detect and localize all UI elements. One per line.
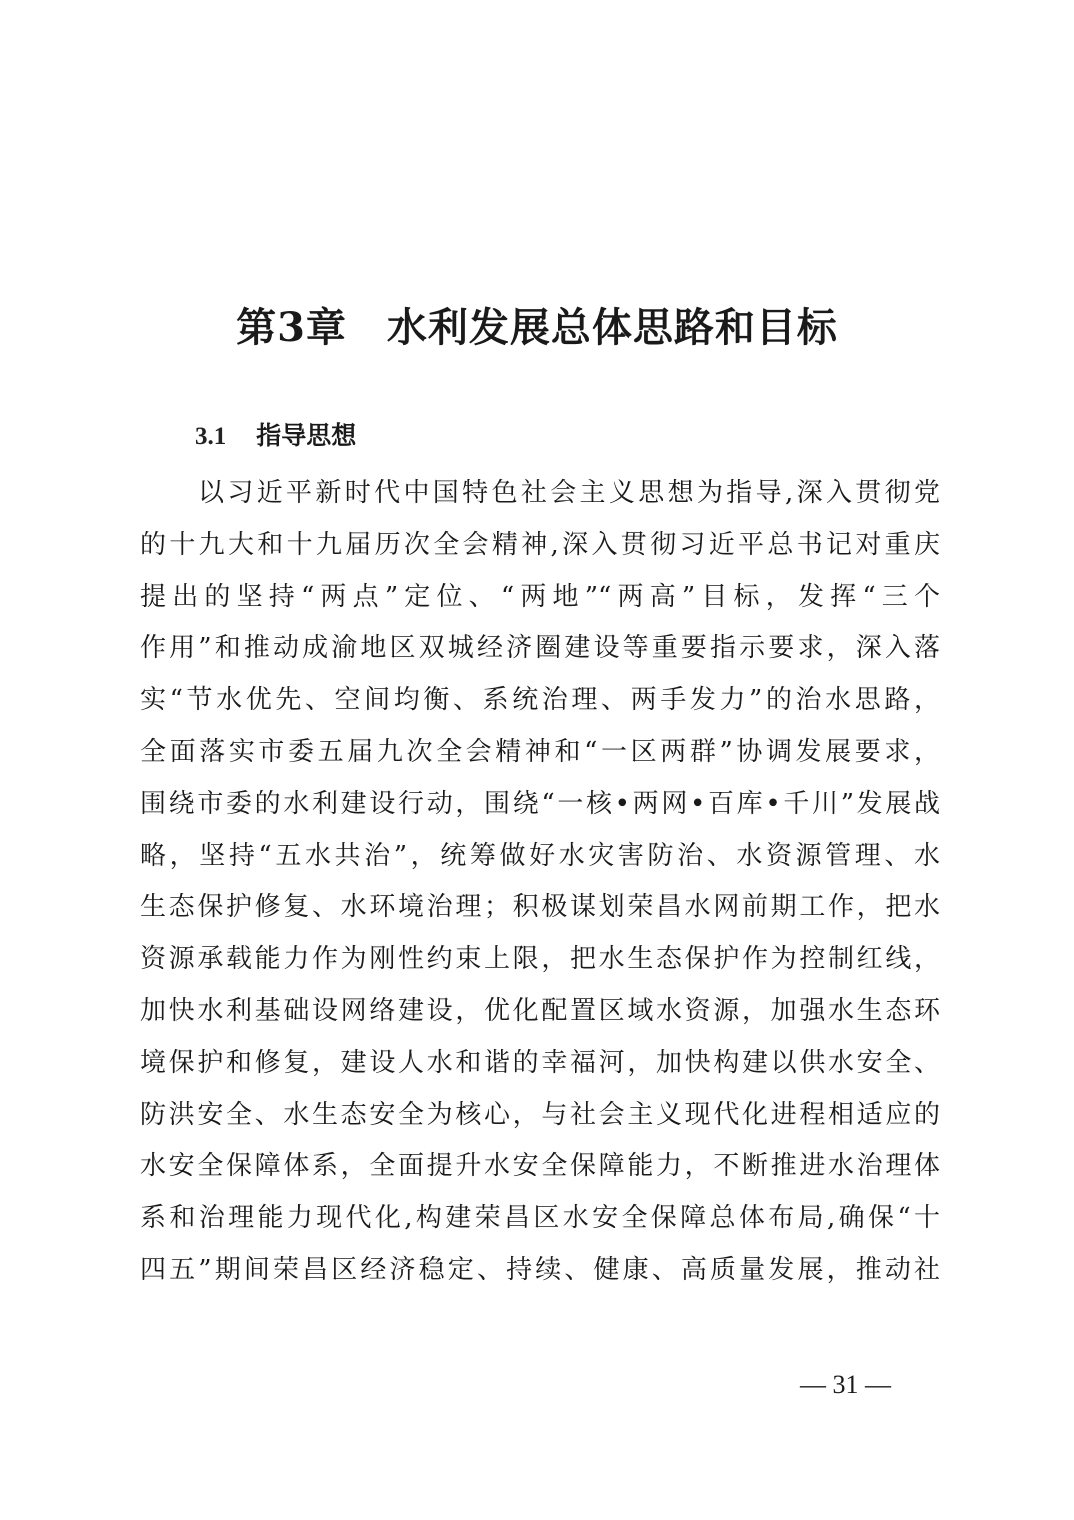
section-number: 3.1 [195, 423, 227, 450]
section-title: 指导思想 [256, 421, 357, 450]
paragraph-line: 以习近平新时代中国特色社会主义思想为指导,深入贯彻党 [198, 478, 940, 508]
section-heading [195, 418, 356, 455]
chapter-title-text: 水利发展总体思路和目标 [386, 304, 838, 351]
paragraph-line: 境保护和修复，建设人水和谐的幸福河，加快构建以供水安全、 [140, 1047, 940, 1078]
paragraph-line: 水安全保障体系，全面提升水安全保障能力，不断推进水治理体 [140, 1151, 940, 1182]
paragraph-line: 系和治理能力现代化,构建荣昌区水安全保障总体布局,确保“十 [140, 1203, 940, 1234]
paragraph-line: 加快水利基础设网络建设，优化配置区域水资源，加强水生态环 [140, 995, 940, 1026]
chapter-label: 第3章 [236, 304, 347, 351]
paragraph-line: 资源承载能力作为刚性约束上限，把水生态保护作为控制红线， [140, 944, 940, 975]
body-paragraph [140, 468, 940, 1297]
paragraph-line: 围绕市委的水利建设行动，围绕“一核•两网•百库•千川”发展战 [140, 788, 940, 819]
paragraph-line: 的十九大和十九届历次全会精神,深入贯彻习近平总书记对重庆 [140, 529, 940, 560]
paragraph-line: 生态保护修复、水环境治理；积极谋划荣昌水网前期工作，把水 [140, 892, 940, 923]
paragraph-line: 略，坚持“五水共治”，统筹做好水灾害防治、水资源管理、水 [140, 840, 940, 871]
paragraph-line: 实“节水优先、空间均衡、系统治理、两手发力”的治水思路， [140, 685, 940, 716]
paragraph-line: 提出的坚持“两点”定位、“两地”“两高”目标，发挥“三个 [140, 581, 940, 612]
paragraph-line: 四五”期间荣昌区经济稳定、持续、健康、高质量发展，推动社 [140, 1254, 940, 1285]
chapter-title [0, 300, 1074, 356]
page-number: — 31 — [800, 1370, 891, 1399]
paragraph-line: 全面落实市委五届九次全会精神和“一区两群”协调发展要求， [140, 736, 940, 767]
paragraph-line: 防洪安全、水生态安全为核心，与社会主义现代化进程相适应的 [140, 1099, 940, 1130]
paragraph-line: 作用”和推动成渝地区双城经济圈建设等重要指示要求，深入落 [140, 633, 940, 664]
